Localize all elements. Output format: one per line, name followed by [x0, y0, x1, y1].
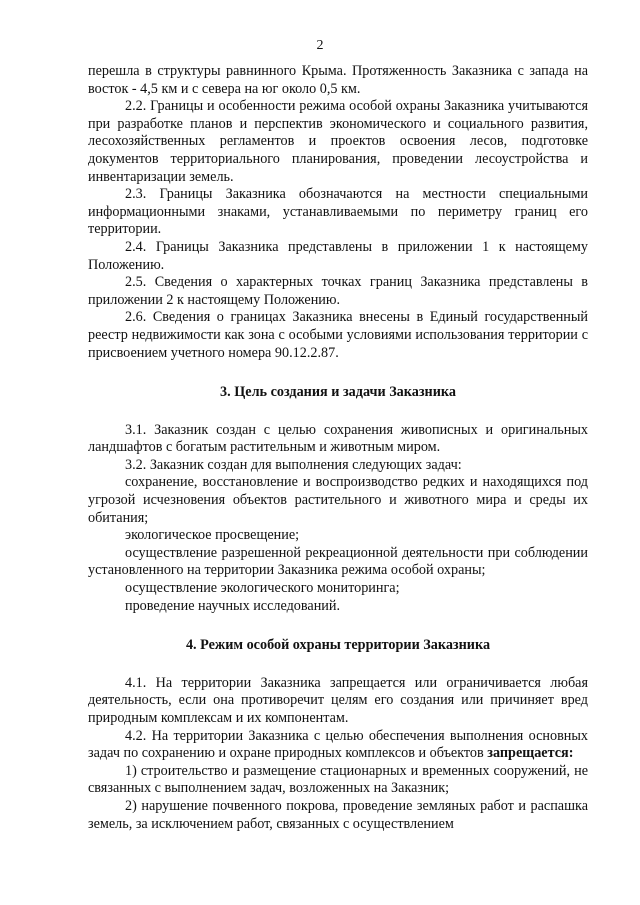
task-item-monitoring: осуществление экологического мониторинга;	[125, 580, 400, 597]
paragraph-4-1: 4.1. На территории Заказника запрещается или ограничивается любая деятельность, если она противоречит целям его создания или причиняет вред природным комплексам и их компонентам.	[88, 674, 588, 726]
paragraph-2-5: 2.5. Сведения о характерных точках границ Заказника представлены в приложении 2 к настоящему Положению.	[88, 274, 588, 308]
paragraph-2-2: 2.2. Границы и особенности режима особой охраны Заказника учитываются при разработке планов и перспектив экономического и социального развития, лесохозяйственных регламентов и проектов освоения лесов, подготовке документов территориального планирования, проведении лесоустройства и инвентаризации земель.	[88, 98, 588, 185]
paragraph-3-2: 3.2. Заказник создан для выполнения следующих задач:	[125, 456, 462, 473]
document-body	[88, 63, 588, 833]
paragraph-3-1: 3.1. Заказник создан с целью сохранения живописных и оригинальных ландшафтов с богатым растительным и животным миром.	[88, 421, 588, 456]
prohibition-item-2: 2) нарушение почвенного покрова, проведение земляных работ и распашка земель, за исключением работ, связанных с осуществлением	[88, 797, 588, 832]
paragraph-2-1-continuation: перешла в структуры равнинного Крыма. Протяженность Заказника с запада на восток - 4,5 км и с севера на юг около 0,5 км.	[88, 63, 588, 97]
section-4-heading: 4. Режим особой охраны территории Заказника	[185, 637, 491, 654]
paragraph-4-2	[88, 728, 588, 763]
paragraph-2-3: 2.3. Границы Заказника обозначаются на местности специальными информационными знаками, устанавливаемыми по периметру границ его территории.	[88, 186, 588, 238]
prohibition-item-1: 1) строительство и размещение стационарных и временных сооружений, не связанных с выполнением задач, возложенных на Заказник;	[88, 762, 588, 797]
paragraph-4-2-bold: запрещается:	[487, 745, 574, 762]
paragraph-4-2-text: 4.2. На территории Заказника с целью обеспечения выполнения основных задач по сохранению и охране природных комплексов и объектов	[88, 727, 588, 762]
section-3-heading: 3. Цель создания и задачи Заказника	[220, 384, 456, 401]
task-item-recreation: осуществление разрешенной рекреационной деятельности при соблюдении установленного на территории Заказника режима особой охраны;	[88, 544, 588, 579]
page-number: 2	[316, 38, 324, 53]
task-item-education: экологическое просвещение;	[125, 527, 300, 544]
task-item-research: проведение научных исследований.	[125, 597, 341, 614]
paragraph-2-6: 2.6. Сведения о границах Заказника внесены в Единый государственный реестр недвижимости как зона с особыми условиями использования территории с присвоением учетного номера 90.12.2.87.	[88, 309, 588, 361]
paragraph-2-4: 2.4. Границы Заказника представлены в приложении 1 к настоящему Положению.	[88, 238, 588, 273]
task-item-conservation: сохранение, восстановление и воспроизводство редких и находящихся под угрозой исчезновения объектов растительного и животного мира и среды их обитания;	[88, 474, 588, 526]
